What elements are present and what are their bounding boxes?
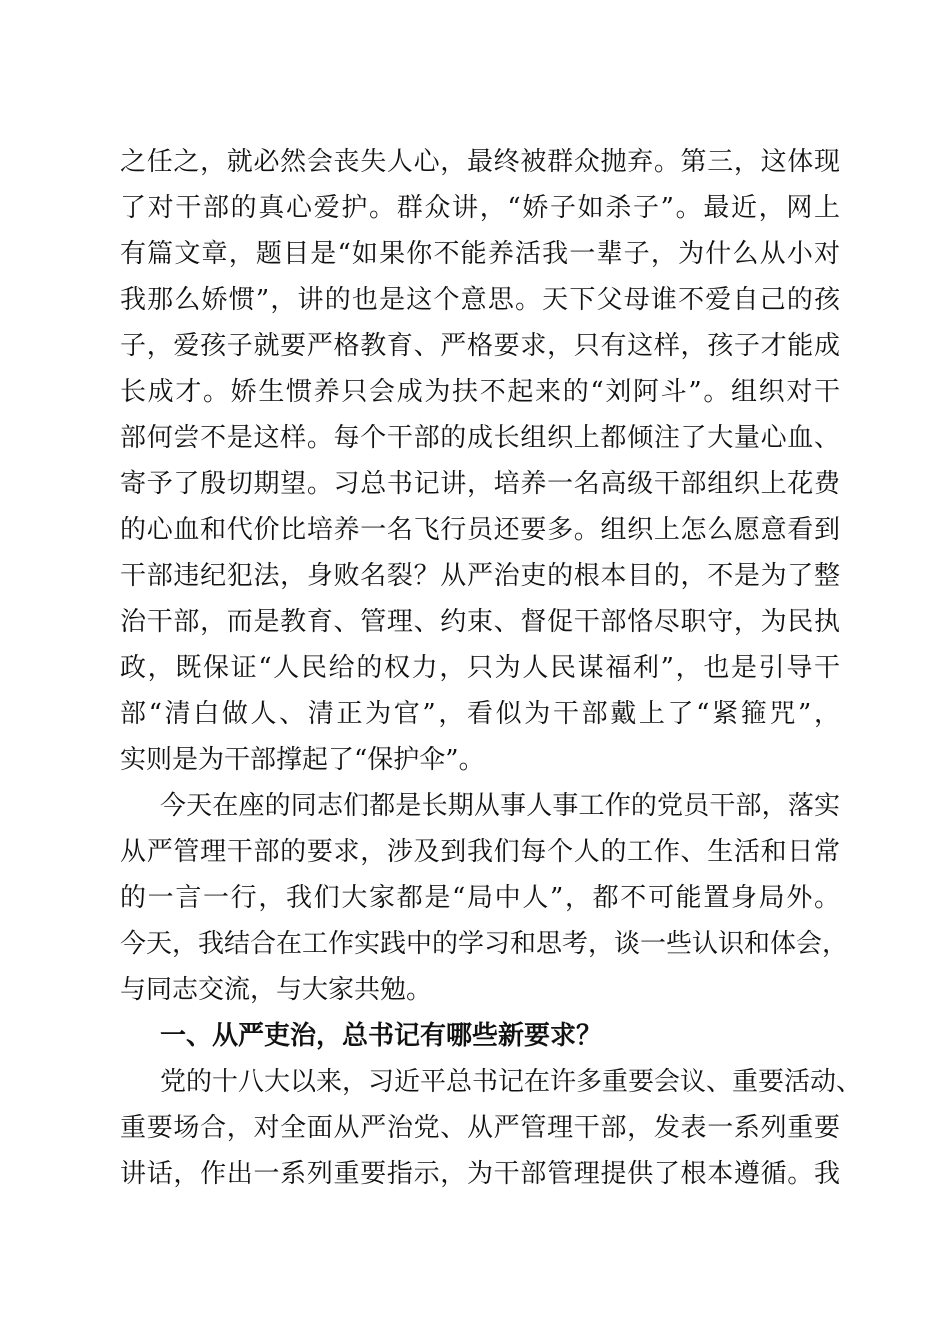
body-text-line: 的心血和代价比培养一名飞行员还要多。组织上怎么愿意看到 [120,515,840,545]
section-heading: 一、从严吏治，总书记有哪些新要求？ [160,1021,603,1051]
body-text-line: 党的十八大以来，习近平总书记在许多重要会议、重要活动、 [160,1067,863,1097]
body-text-line: 干部违纪犯法，身败名裂？从严治吏的根本目的，不是为了整 [120,561,840,591]
body-text-line: 部“清白做人、清正为官”，看似为干部戴上了“紧箍咒”， [120,699,840,729]
body-text-line: 部何尝不是这样。每个干部的成长组织上都倾注了大量心血、 [120,423,840,453]
body-text-line: 我那么娇惯”，讲的也是这个意思。天下父母谁不爱自己的孩 [120,285,840,315]
body-text-line: 与同志交流，与大家共勉。 [120,975,433,1005]
body-text-line: 之任之，就必然会丧失人心，最终被群众抛弃。第三，这体现 [120,147,840,177]
body-text-line: 今天，我结合在工作实践中的学习和思考，谈一些认识和体会， [120,929,849,959]
body-text-line: 实则是为干部撑起了“保护伞”。 [120,745,485,775]
body-text-line: 长成才。娇生惯养只会成为扶不起来的“刘阿斗”。组织对干 [120,377,840,407]
body-text-line: 寄予了殷切期望。习总书记讲，培养一名高级干部组织上花费 [120,469,840,499]
body-text-line: 政，既保证“人民给的权力，只为人民谋福利”，也是引导干 [120,653,840,683]
body-text-line: 子，爱孩子就要严格教育、严格要求，只有这样，孩子才能成 [120,331,840,361]
body-text-line: 讲话，作出一系列重要指示，为干部管理提供了根本遵循。我 [120,1159,840,1189]
body-text-line: 今天在座的同志们都是长期从事人事工作的党员干部，落实 [160,791,840,821]
body-text-line: 重要场合，对全面从严治党、从严管理干部，发表一系列重要 [120,1113,840,1143]
body-text-line: 了对干部的真心爱护。群众讲，“娇子如杀子”。最近，网上 [120,193,840,223]
body-text-line: 有篇文章，题目是“如果你不能养活我一辈子，为什么从小对 [120,239,840,269]
body-text-line: 从严管理干部的要求，涉及到我们每个人的工作、生活和日常 [120,837,840,867]
body-text-line: 的一言一行，我们大家都是“局中人”，都不可能置身局外。 [120,883,840,913]
body-text-line: 治干部，而是教育、管理、约束、督促干部恪尽职守，为民执 [120,607,840,637]
